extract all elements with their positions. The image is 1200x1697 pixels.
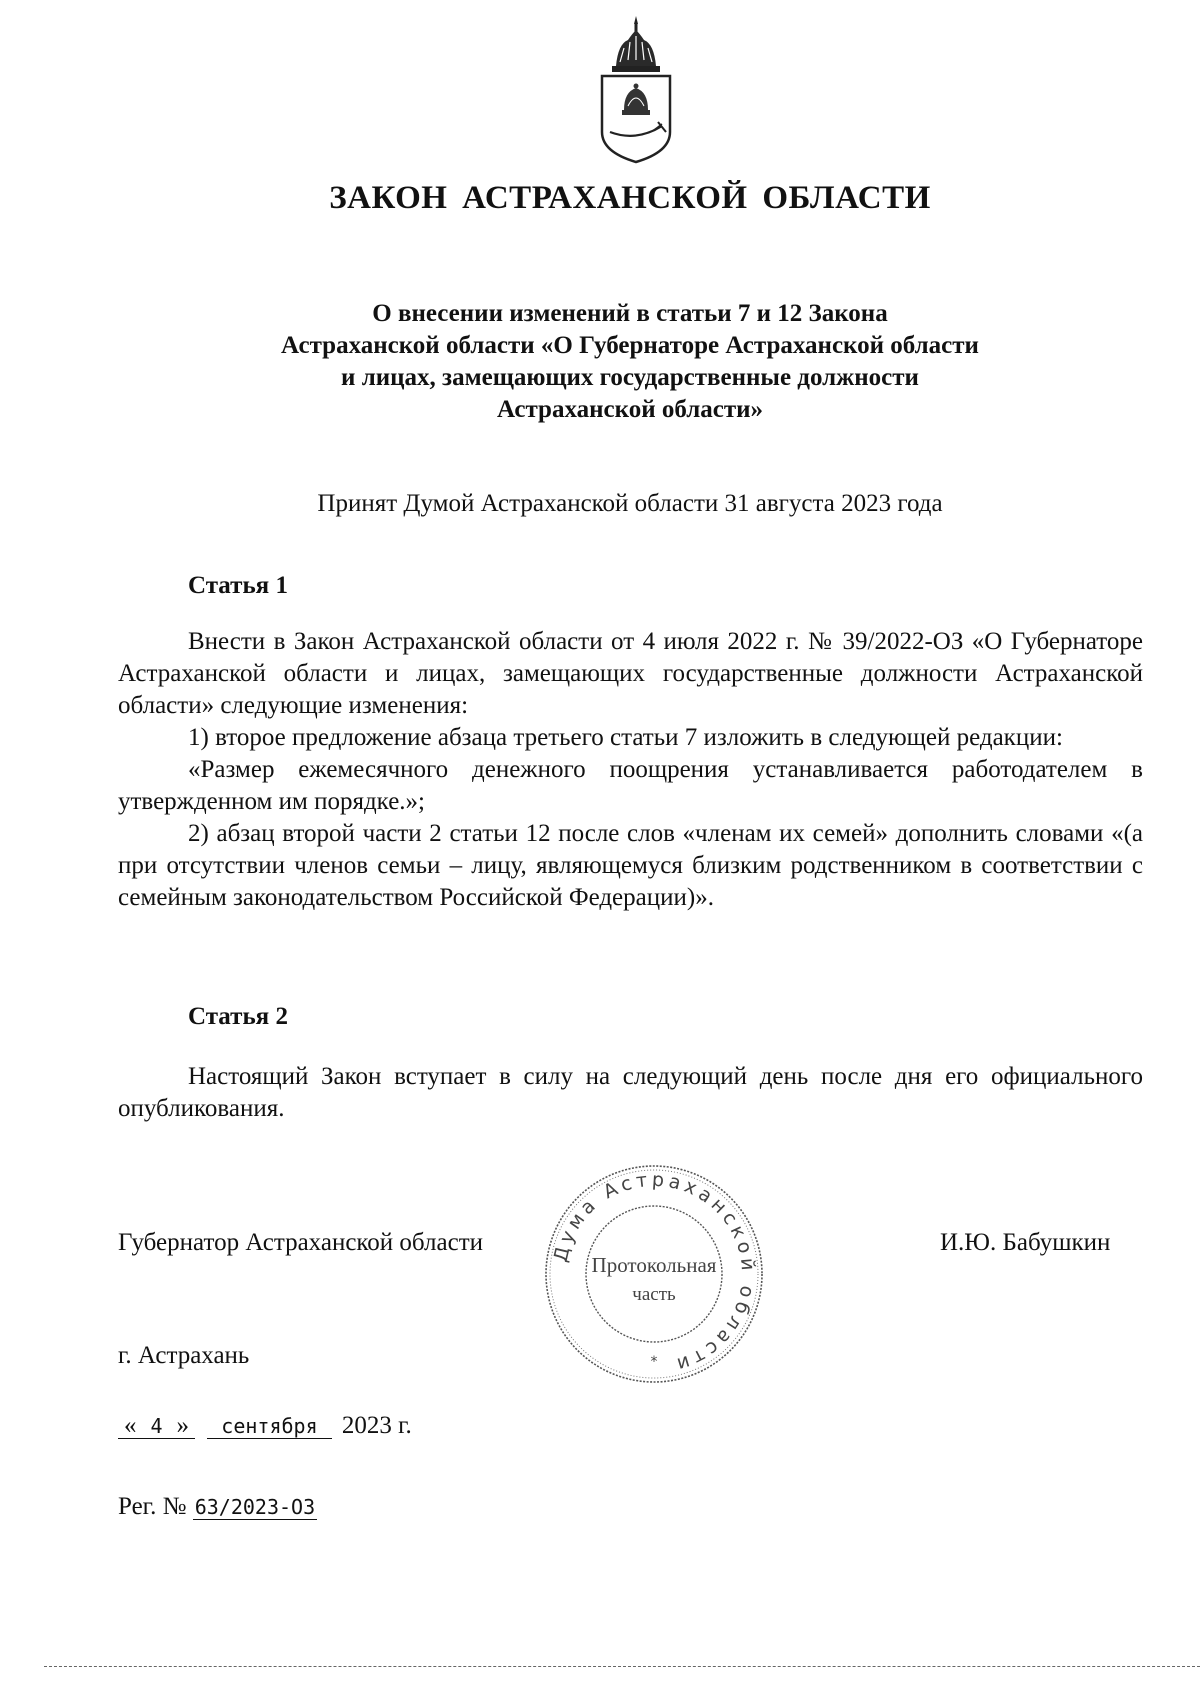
article-1-paragraph: Внести в Закон Астраханской области от 4 июля 2022 г. № 39/2022-ОЗ «О Губернаторе Астраханской области и лицах, замещающих государственные должности Астраханской области» следующие изменения:	[118, 628, 1143, 719]
coat-of-arms-icon	[588, 14, 684, 166]
date-open-quote: «	[124, 1412, 137, 1439]
date-day-field	[118, 1414, 195, 1439]
article-1-paragraph: «Размер ежемесячного денежного поощрения устанавливается работодателем в утвержденном им порядке.»;	[118, 756, 1143, 815]
article-1-paragraph: 2) абзац второй части 2 статьи 12 после слов «членам их семей» дополнить словами «(а при отсутствии членов семьи – лицу, являющемуся близким родственником в соответствии с семейным законодательством Российской Федерации)».	[118, 820, 1143, 911]
official-stamp	[540, 1160, 768, 1388]
article-1-body	[118, 626, 1143, 914]
registration-label: Рег. №	[118, 1493, 187, 1520]
subject-line: О внесении изменений в статьи 7 и 12 Закона	[372, 300, 888, 327]
subject-line: Астраханской области «О Губернаторе Астраханской области	[281, 332, 979, 359]
date-year: 2023 г.	[341, 1412, 412, 1439]
signatory-name: И.Ю. Бабушкин	[940, 1229, 1111, 1256]
subject-line: Астраханской области»	[496, 396, 764, 423]
article-2-heading: Статья 2	[188, 1003, 288, 1030]
signing-date	[118, 1412, 412, 1440]
article-1-heading: Статья 1	[188, 572, 288, 599]
signatory-position: Губернатор Астраханской области	[118, 1229, 484, 1256]
adoption-statement: Принят Думой Астраханской области 31 августа 2023 года	[317, 490, 943, 517]
article-2-paragraph: Настоящий Закон вступает в силу на следующий день после дня его официального опубликования.	[118, 1063, 1143, 1122]
stamp-star: *	[650, 1354, 658, 1370]
registration-number	[118, 1493, 317, 1521]
date-month: сентября	[207, 1414, 331, 1439]
date-day: 4	[150, 1414, 163, 1438]
stamp-ring-text: Дума Астраханской области	[549, 1168, 760, 1377]
registration-value: 63/2023-ОЗ	[194, 1495, 316, 1519]
city: г. Астрахань	[118, 1342, 250, 1369]
article-2-body	[118, 1061, 1143, 1125]
article-1-paragraph: 1) второе предложение абзаца третьего статьи 7 изложить в следующей редакции:	[188, 724, 1063, 751]
document-title: ЗАКОН АСТРАХАНСКОЙ ОБЛАСТИ	[329, 180, 931, 216]
page-bottom-rule	[44, 1666, 1200, 1667]
subject-line: и лицах, замещающих государственные должности	[341, 364, 919, 391]
stamp-center-line: часть	[632, 1284, 676, 1305]
document-subject	[0, 298, 1200, 426]
date-close-quote: »	[176, 1412, 190, 1439]
stamp-center-line: Протокольная	[591, 1253, 717, 1277]
